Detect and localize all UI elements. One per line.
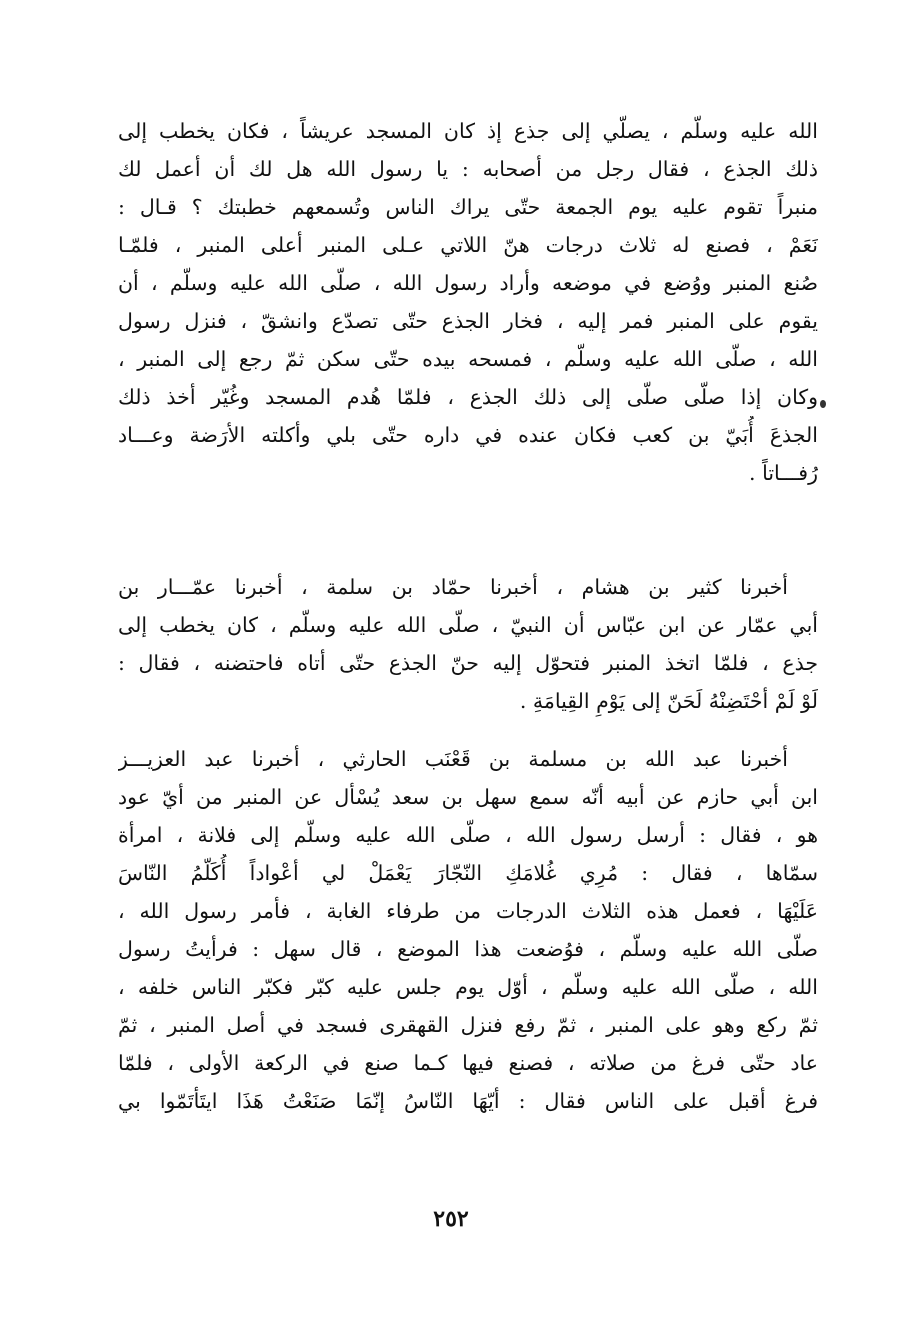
paragraph-line: الجذعَ أُبَيّ بن كعب فكان عنده في داره حتّى بلي وأكلته الأرَضة وعـــاد [118,423,818,447]
paragraph-line: أبي عمّار عن ابن عبّاس أن النبيّ ، صلّى الله عليه وسلّم ، كان يخطب إلى [118,613,818,637]
paragraph-line: يقوم على المنبر فمر إليه ، فخار الجذع حتّى تصدّع وانشقّ ، فنزل رسول [118,309,818,333]
paragraph-line: رُفـــاتاً . [749,461,818,485]
paragraph-line: هو ، فقال : أرسل رسول الله ، صلّى الله عليه وسلّم إلى فلانة ، امرأة [118,823,818,847]
paragraph-line: ابن أبي حازم عن أبيه أنّه سمع سهل بن سعد يُسْأل عن المنبر من أيّ عود [118,785,818,809]
paragraph-line: أخبرنا عبد الله بن مسلمة بن قَعْنَب الحارثي ، أخبرنا عبد العزيـــز [118,747,788,771]
paragraph-line: الله ، صلّى الله عليه وسلّم ، أوّل يوم جلس عليه كبّر فكبّر الناس خلفه ، [118,975,818,999]
paragraph-line: وكان إذا صلّى صلّى إلى ذلك الجذع ، فلمّا هُدم المسجد وغُيّر أخذ ذلك [118,385,818,409]
paragraph-line: صلّى الله عليه وسلّم ، فوُضعت هذا الموضع ، قال سهل : فرأيتُ رسول [118,937,818,961]
paragraph-line: لَوْ لَمْ أحْتَضِنْهُ لَحَنّ إلى يَوْمِ القِيامَةِ . [519,689,818,713]
paragraph-line: أخبرنا كثير بن هشام ، أخبرنا حمّاد بن سلمة ، أخبرنا عمّـــار بن [118,575,788,599]
paragraph-line: سمّاها ، فقال : مُرِي غُلامَكِ النّجّارَ يَعْمَلْ لي أعْواداً أُكَلّمُ النّاسَ [118,861,818,885]
paragraph-line: ذلك الجذع ، فقال رجل من أصحابه : يا رسول الله هل لك أن أعمل لك [118,157,818,181]
page-number: ٢٥٢ [433,1206,469,1232]
paragraph-3 [118,740,818,1120]
paragraph-line: الله عليه وسلّم ، يصلّي إلى جذع إذ كان المسجد عريشاً ، فكان يخطب إلى [118,119,818,143]
paragraph-line: جذع ، فلمّا اتخذ المنبر فتحوّل إليه حنّ الجذع حتّى أتاه فاحتضنه ، فقال : [118,651,818,675]
paragraph-line: نَعَمْ ، فصنع له ثلاث درجات هنّ اللاتي عـلى المنبر أعلى المنبر ، فلمّـا [118,233,818,257]
paragraph-line: منبراً تقوم عليه يوم الجمعة حتّى يراك الناس وتُسمعهم خطبتك ؟ قـال : [118,195,818,219]
paragraph-line: عاد حتّى فرغ من صلاته ، فصنع فيها كـما صنع في الركعة الأولى ، فلمّا [118,1051,818,1075]
margin-ink-mark [820,400,826,408]
paragraph-line: صُنع المنبر ووُضع في موضعه وأراد رسول الله ، صلّى الله عليه وسلّم ، أن [118,271,818,295]
paragraph-line: عَلَيْهَا ، فعمل هذه الثلاث الدرجات من طرفاء الغابة ، فأمر رسول الله ، [118,899,818,923]
paragraph-line: ثمّ ركع وهو على المنبر ، ثمّ رفع فنزل القهقرى فسجد في أصل المنبر ، ثمّ [118,1013,818,1037]
paragraph-2 [118,568,818,720]
paragraph-line: فرغ أقبل على الناس فقال : أيّهَا النّاسُ إنّمَا صَنَعْتُ هَذَا ايتَأتَمّوا بي [118,1089,818,1113]
paragraph-1 [118,112,818,492]
paragraph-line: الله ، صلّى الله عليه وسلّم ، فمسحه بيده حتّى سكن ثمّ رجع إلى المنبر ، [118,347,818,371]
